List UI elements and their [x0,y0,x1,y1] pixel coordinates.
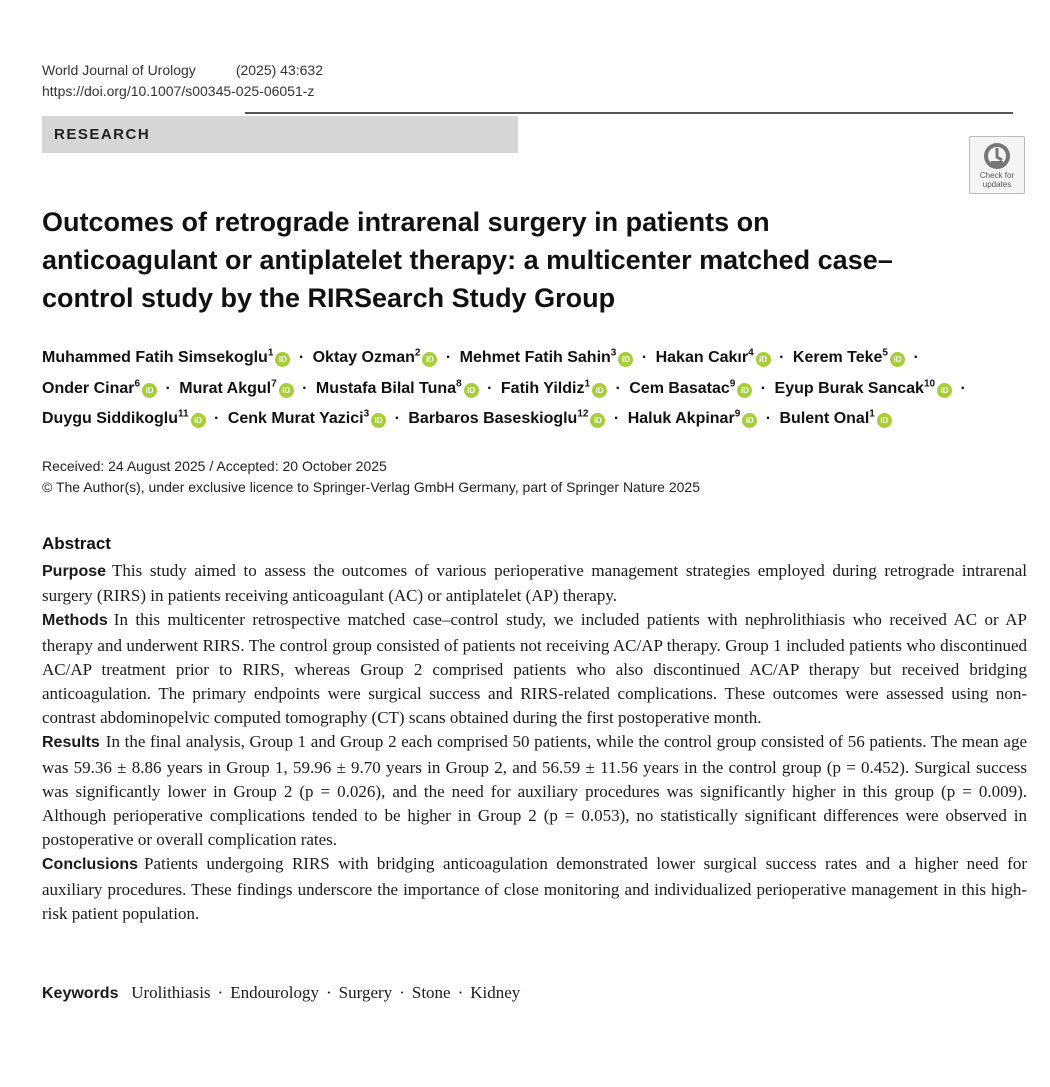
keyword-item[interactable]: Endourology [230,983,319,1002]
keyword-separator: · [399,983,405,1002]
journal-header [42,60,323,102]
affiliation-number: 6 [134,378,141,390]
keywords-label: Keywords [42,985,119,1002]
author-separator: · [394,409,400,427]
copyright-notice: © The Author(s), under exclusive licence to Springer-Verlag GmbH Germany, part of Springer Nature 2025 [42,479,700,495]
methods-label: Methods [42,612,108,630]
orcid-icon[interactable]: iD [618,352,633,367]
purpose-label: Purpose [42,563,107,580]
author-separator: · [298,349,305,367]
affiliation-number: 11 [178,408,189,420]
orcid-icon[interactable]: iD [371,413,386,428]
author-entry [775,380,953,397]
conclusions-label: Conclusions [42,856,139,874]
author-separator: · [613,409,620,427]
check-updates-icon [982,141,1012,171]
orcid-icon[interactable]: iD [590,413,605,428]
author-separator: · [765,409,772,427]
author-entry [779,410,891,427]
author-entry [656,349,771,366]
affiliation-number: 9 [729,378,736,390]
orcid-icon[interactable]: iD [275,352,290,367]
author-list [42,341,1017,432]
affiliation-number: 7 [271,378,277,390]
author-entry [313,349,438,366]
author-separator: · [779,349,785,367]
author-separator: · [487,379,493,397]
author-entry [793,349,905,366]
affiliation-number: 10 [923,378,936,390]
affiliation-number: 4 [748,348,754,359]
author-separator: · [641,349,648,367]
results-text: In the final analysis, Group 1 and Group 2 each comprised 50 patients, while the control group consisted of 56 patients. The mean age was 59.36 ± 8.86 years in Group 1, 59.96 ± 9.70 years in Group 2, and 56.59 ± 11.56 years in the control group (p = 0.452). Surgical success was significantly lower in Group 2 (p = 0.026), and the need for auxiliary procedures was significantly higher in this group (p = 0.009). Although perioperative complications tended to be higher in Group 2 (p = 0.053), no statistically significant differences were observed in postoperative or overall complication rates. [42,732,1027,850]
abstract-section [42,533,1027,926]
author-separator: · [302,379,308,397]
affiliation-number: 12 [577,408,589,420]
keyword-separator: · [457,983,464,1002]
author-name[interactable]: Kerem Teke [792,349,883,367]
author-name[interactable]: Mustafa Bilal Tuna [315,379,457,397]
orcid-icon[interactable]: iD [890,352,905,367]
article-dates [42,456,700,498]
author-entry [179,380,293,397]
journal-name: World Journal of Urology [42,62,196,78]
author-name[interactable]: Cenk Murat Yazici [227,409,364,427]
author-name[interactable]: Mehmet Fatih Sahin [459,349,611,367]
orcid-icon[interactable]: iD [742,413,757,428]
methods-text: In this multicenter retrospective matched case–control study, we included patients with nephrolithiasis who received AC or AP therapy and underwent RIRS. The control group consisted of patients not receiving AC/AP therapy. Group 1 included patients who discontinued AC/AP treatment prior to RIRS, whereas Group 2 comprised patients who also discontinued AC/AP therapy but received bridging anticoagulation. The primary endpoints were surgical success and RIRS-related complications. These outcomes were assessed using non-contrast abdominopelvic computed tomography (CT) scans obtained during the first postoperative month. [42,610,1027,728]
author-separator: · [960,379,966,397]
affiliation-number: 3 [610,348,617,359]
author-separator: · [913,349,919,367]
author-entry [316,380,479,397]
keyword-item[interactable]: Stone [411,983,451,1002]
author-name[interactable]: Haluk Akpinar [627,409,735,427]
author-name[interactable]: Muhammed Fatih Simsekoglu [42,349,268,367]
orcid-icon[interactable]: iD [464,383,479,398]
author-name[interactable]: Cem Basatac [629,379,730,397]
abstract-results [42,730,1027,852]
keyword-separator: · [326,983,332,1002]
author-name[interactable]: Eyup Burak Sancak [774,379,924,397]
check-updates-line1: Check for [979,171,1015,180]
purpose-text: This study aimed to assess the outcomes of various perioperative management strategies employed during retrograde intrarenal surgery (RIRS) in patients receiving anticoagulant (AC) or antiplatelet (AP) therapy. [42,561,1027,606]
affiliation-number: 8 [456,378,462,390]
results-label: Results [42,734,100,752]
orcid-icon[interactable]: iD [422,352,437,367]
author-name[interactable]: Barbaros Baseskioglu [408,409,578,427]
keyword-item[interactable]: Kidney [470,983,521,1002]
keyword-item[interactable]: Surgery [338,983,393,1002]
author-entry [42,410,206,427]
abstract-conclusions [42,852,1027,926]
author-separator: · [760,379,767,397]
orcid-icon[interactable]: iD [191,413,206,428]
author-name[interactable]: Fatih Yildiz [500,379,585,397]
abstract-heading: Abstract [42,534,111,553]
author-name[interactable]: Murat Akgul [179,379,272,397]
abstract-methods [42,608,1027,730]
check-for-updates-button[interactable] [969,136,1025,194]
author-entry [42,349,290,366]
affiliation-number: 1 [267,348,274,359]
affiliation-number: 2 [414,348,421,359]
author-separator: · [445,349,452,367]
author-separator: · [165,379,171,397]
affiliation-number: 1 [584,378,591,390]
affiliation-number: 5 [882,348,888,359]
volume-info: (2025) 43:632 [235,62,323,78]
affiliation-number: 9 [734,408,741,420]
affiliation-number: 3 [363,408,370,420]
author-name[interactable]: Duygu Siddikoglu [42,409,178,427]
orcid-icon[interactable]: iD [279,383,294,398]
author-separator: · [214,409,220,427]
check-updates-line2: updates [982,180,1012,189]
abstract-purpose [42,559,1027,608]
keyword-separator: · [217,983,224,1002]
orcid-icon[interactable]: iD [877,413,892,428]
keyword-item[interactable]: Urolithiasis [131,983,211,1002]
orcid-icon[interactable]: iD [937,383,952,398]
conclusions-text: Patients undergoing RIRS with bridging anticoagulation demonstrated lower surgical success rates and a higher need for auxiliary procedures. These findings underscore the importance of close monitoring and individualized perioperative management in this high-risk patient population. [42,854,1027,923]
author-name[interactable]: Onder Cinar [42,379,135,397]
author-name[interactable]: Hakan Cakır [655,349,749,367]
article-title: Outcomes of retrograde intrarenal surgery in patients on anticoagulant or antiplatelet therapy: a multicenter matched case–control study by the RIRSearch Study Group [42,207,893,313]
author-name[interactable]: Oktay Ozman [312,349,415,367]
header-rule [245,112,1013,114]
orcid-icon[interactable]: iD [592,383,607,398]
author-name[interactable]: Bulent Onal [779,409,870,427]
author-entry [629,380,752,397]
affiliation-number: 1 [869,408,875,420]
received-accepted: Received: 24 August 2025 / Accepted: 20 October 2025 [42,458,387,474]
author-entry [228,410,386,427]
orcid-icon[interactable]: iD [142,383,157,398]
author-entry [501,380,607,397]
author-separator: · [615,379,621,397]
author-entry [42,380,157,397]
author-entry [628,410,758,427]
section-label: RESEARCH [42,116,518,153]
orcid-icon[interactable]: iD [756,352,771,367]
author-entry [408,410,605,427]
orcid-icon[interactable]: iD [737,383,752,398]
keywords-section [42,982,520,1005]
author-entry [460,349,634,366]
doi-link[interactable]: https://doi.org/10.1007/s00345-025-06051-z [42,83,315,99]
